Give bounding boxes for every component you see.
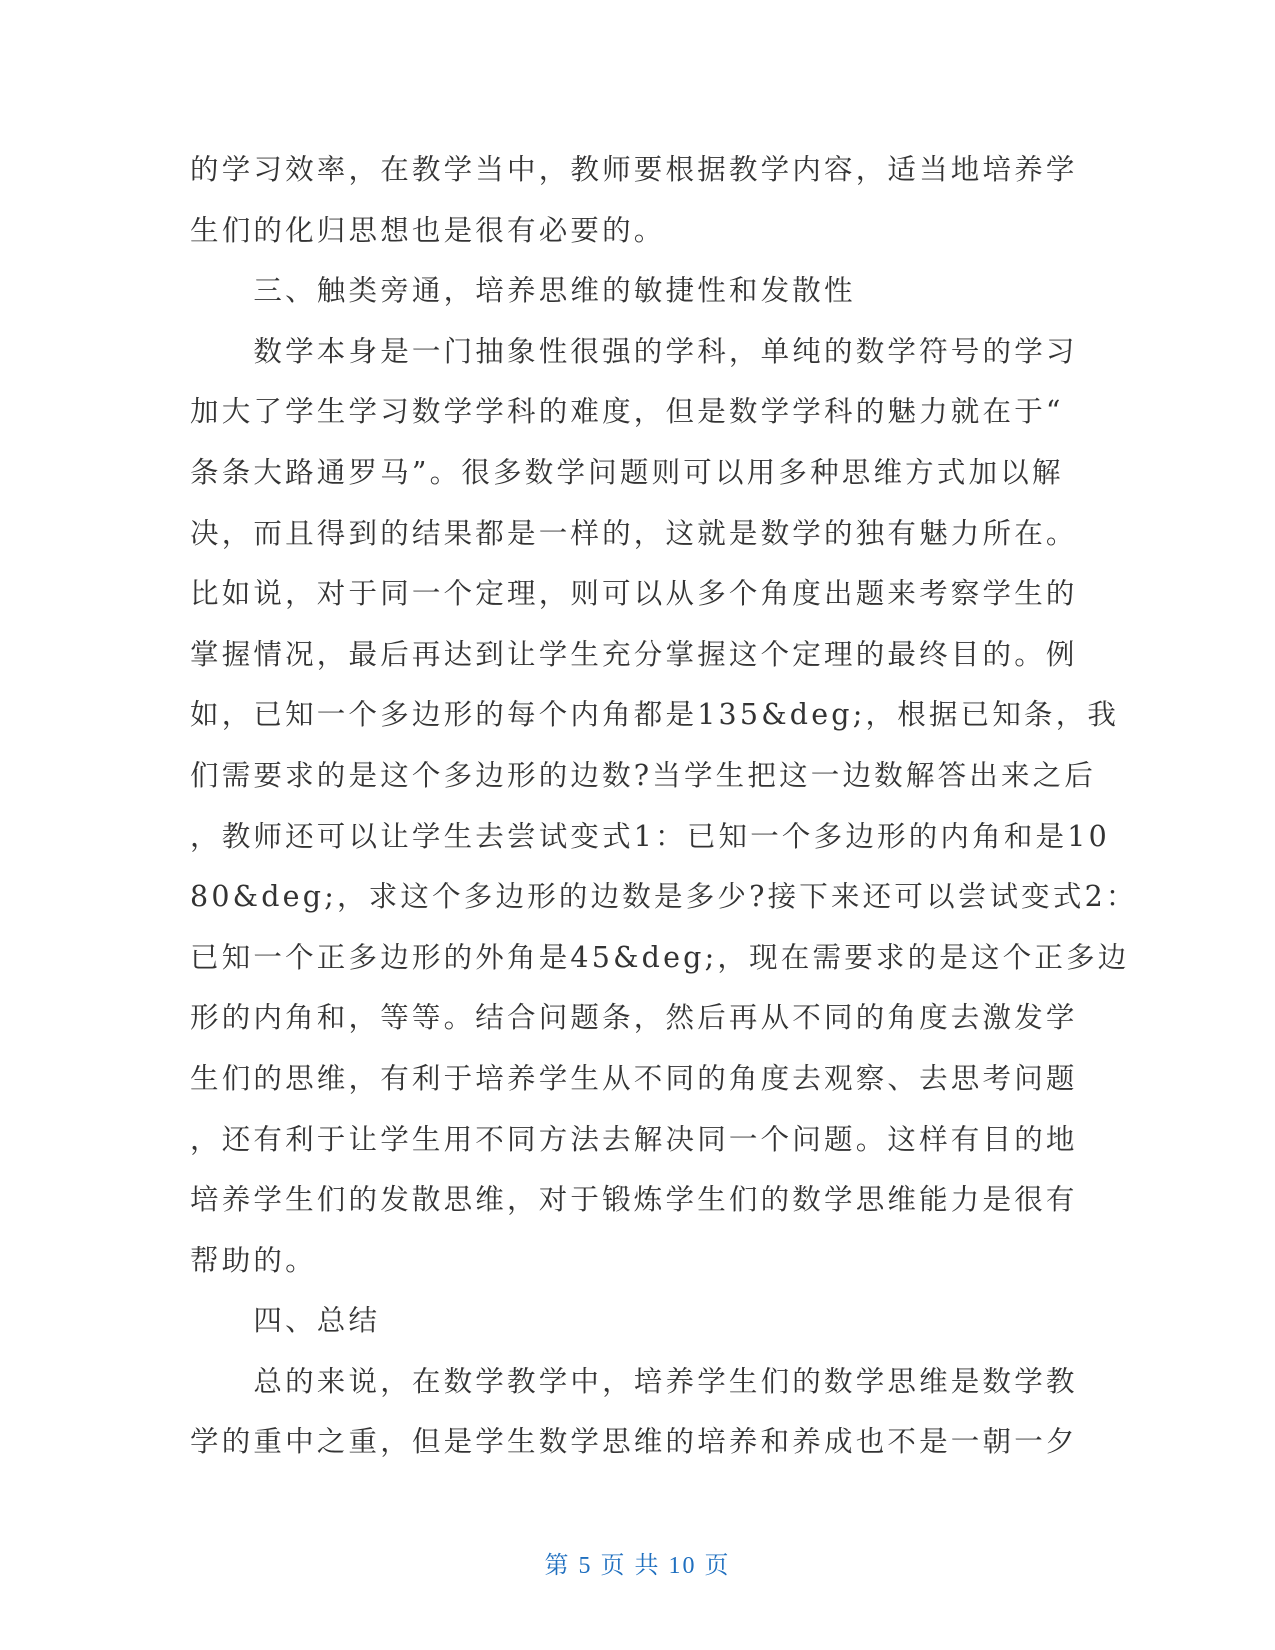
text-line: 条条大路通罗马”。很多数学问题则可以用多种思维方式加以解 <box>190 455 1064 489</box>
page-number-footer: 第 5 页 共 10 页 <box>544 1553 731 1579</box>
text-line: 生们的化归思想也是很有必要的。 <box>190 213 666 247</box>
text-line: 比如说，对于同一个定理，则可以从多个角度出题来考察学生的 <box>190 577 1078 611</box>
text-line: 的学习效率，在教学当中，教师要根据教学内容，适当地培养学 <box>190 153 1078 186</box>
text-line: 们需要求的是这个多边形的边数?当学生把这一边数解答出来之后 <box>190 758 1097 792</box>
text-line: 形的内角和，等等。结合问题条，然后再从不同的角度去激发学 <box>190 1001 1078 1035</box>
text-line: ，还有利于让学生用不同方法去解决同一个问题。这样有目的地 <box>190 1122 1078 1156</box>
text-line: 帮助的。 <box>190 1243 317 1277</box>
text-line: 如，已知一个多边形的每个内角都是135&deg;，根据已知条，我 <box>190 698 1120 732</box>
section-heading: 四、总结 <box>190 1304 381 1338</box>
text-line: 已知一个正多边形的外角是45&deg;，现在需要求的是这个正多边 <box>190 940 1130 974</box>
text-line: 掌握情况，最后再达到让学生充分掌握这个定理的最终目的。例 <box>190 637 1078 671</box>
text-line: 培养学生们的发散思维，对于锻炼学生们的数学思维能力是很有 <box>190 1183 1078 1217</box>
text-line: 加大了学生学习数学学科的难度，但是数学学科的魅力就在于“ <box>190 395 1064 429</box>
text-line: 80&deg;，求这个多边形的边数是多少?接下来还可以尝试变式2： <box>190 880 1138 914</box>
text-line: 生们的思维，有利于培养学生从不同的角度去观察、去思考问题 <box>190 1061 1078 1095</box>
text-line: 数学本身是一门抽象性很强的学科，单纯的数学符号的学习 <box>190 334 1078 368</box>
text-line: 学的重中之重，但是学生数学思维的培养和养成也不是一朝一夕 <box>190 1425 1078 1459</box>
document-body <box>190 140 1138 1473</box>
text-line: ，教师还可以让学生去尝试变式1：已知一个多边形的内角和是10 <box>190 819 1110 853</box>
section-heading: 三、触类旁通，培养思维的敏捷性和发散性 <box>190 274 856 308</box>
text-line: 总的来说，在数学教学中，培养学生们的数学思维是数学教 <box>190 1364 1078 1398</box>
text-line: 决，而且得到的结果都是一样的，这就是数学的独有魅力所在。 <box>190 516 1078 550</box>
